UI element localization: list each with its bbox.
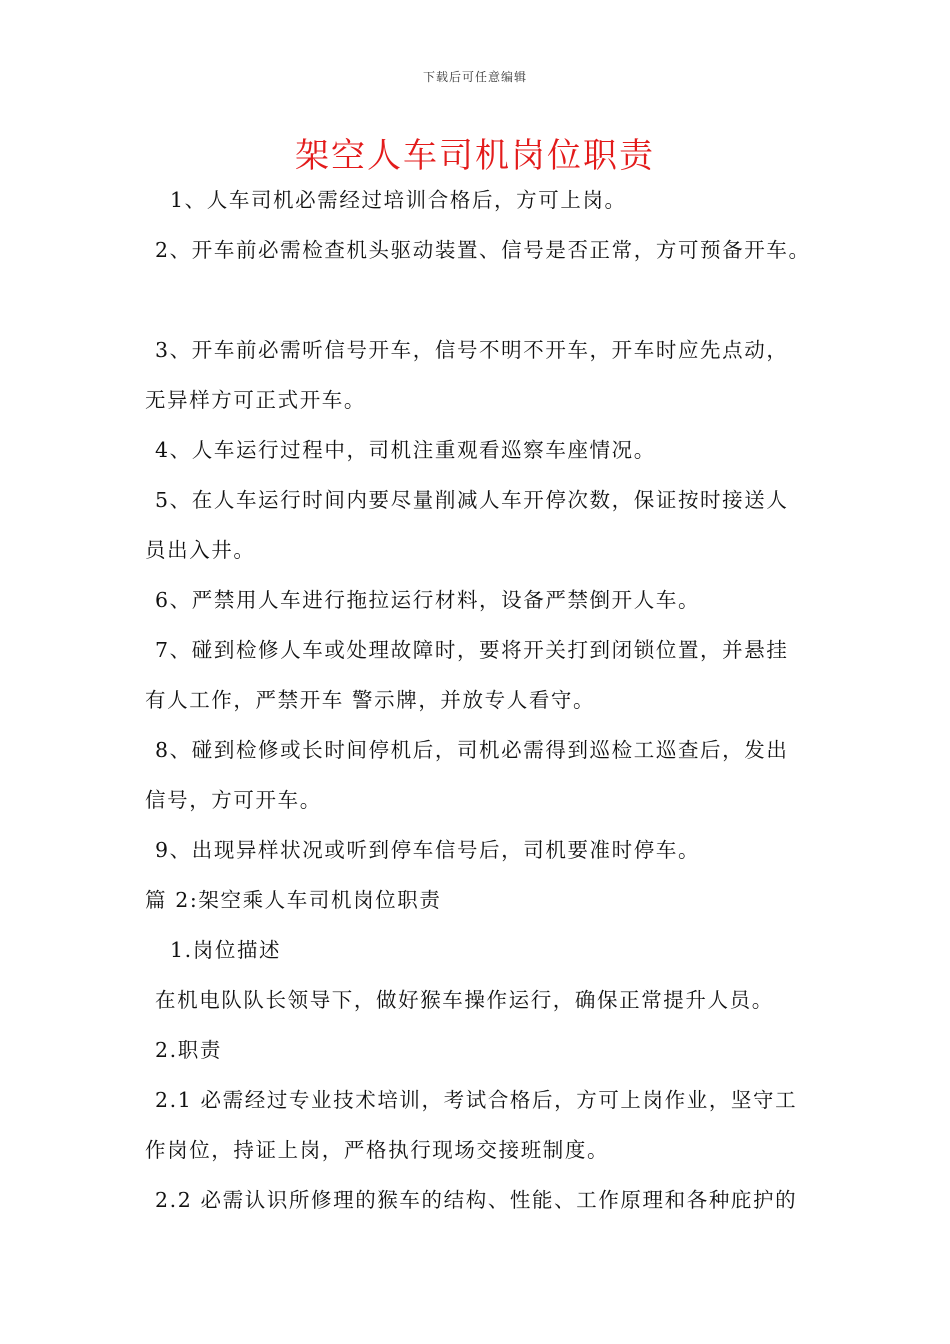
header-note: 下载后可任意编辑 xyxy=(422,70,527,84)
paragraph-line: 信号，方可开车。 xyxy=(145,788,322,812)
paragraph-line: 5、在人车运行时间内要尽量削减人车开停次数，保证按时接送人 xyxy=(155,488,789,512)
paragraph-line: 有人工作，严禁开车 警示牌，并放专人看守。 xyxy=(145,688,596,712)
paragraph-line: 7、碰到检修人车或处理故障时，要将开关打到闭锁位置，并悬挂 xyxy=(155,638,789,662)
paragraph-line: 9、出现异样状况或听到停车信号后，司机要准时停车。 xyxy=(155,838,701,862)
section-heading: 篇 2:架空乘人车司机岗位职责 xyxy=(145,888,442,912)
subsection-heading: 1.岗位描述 xyxy=(170,938,282,962)
paragraph-line: 2、开车前必需检查机头驱动装置、信号是否正常，方可预备开车。 xyxy=(155,238,811,262)
paragraph-line: 3、开车前必需听信号开车，信号不明不开车，开车时应先点动， xyxy=(155,338,789,362)
paragraph-line: 6、严禁用人车进行拖拉运行材料，设备严禁倒开人车。 xyxy=(155,588,701,612)
paragraph-line: 2.2 必需认识所修理的猴车的结构、性能、工作原理和各种庇护的 xyxy=(155,1188,798,1212)
paragraph-line: 无异样方可正式开车。 xyxy=(145,388,366,412)
subsection-heading: 2.职责 xyxy=(155,1038,222,1062)
paragraph-line: 2.1 必需经过专业技术培训，考试合格后，方可上岗作业，坚守工 xyxy=(155,1088,798,1112)
document-title: 架空人车司机岗位职责 xyxy=(295,136,655,176)
paragraph-line: 在机电队队长领导下，做好猴车操作运行，确保正常提升人员。 xyxy=(155,988,774,1012)
paragraph-line: 8、碰到检修或长时间停机后，司机必需得到巡检工巡查后，发出 xyxy=(155,738,789,762)
paragraph-line: 4、人车运行过程中，司机注重观看巡察车座情况。 xyxy=(155,438,656,462)
paragraph-line: 作岗位，持证上岗，严格执行现场交接班制度。 xyxy=(145,1138,610,1162)
paragraph-line: 员出入井。 xyxy=(145,538,256,562)
paragraph-line: 1、人车司机必需经过培训合格后，方可上岗。 xyxy=(170,188,627,212)
